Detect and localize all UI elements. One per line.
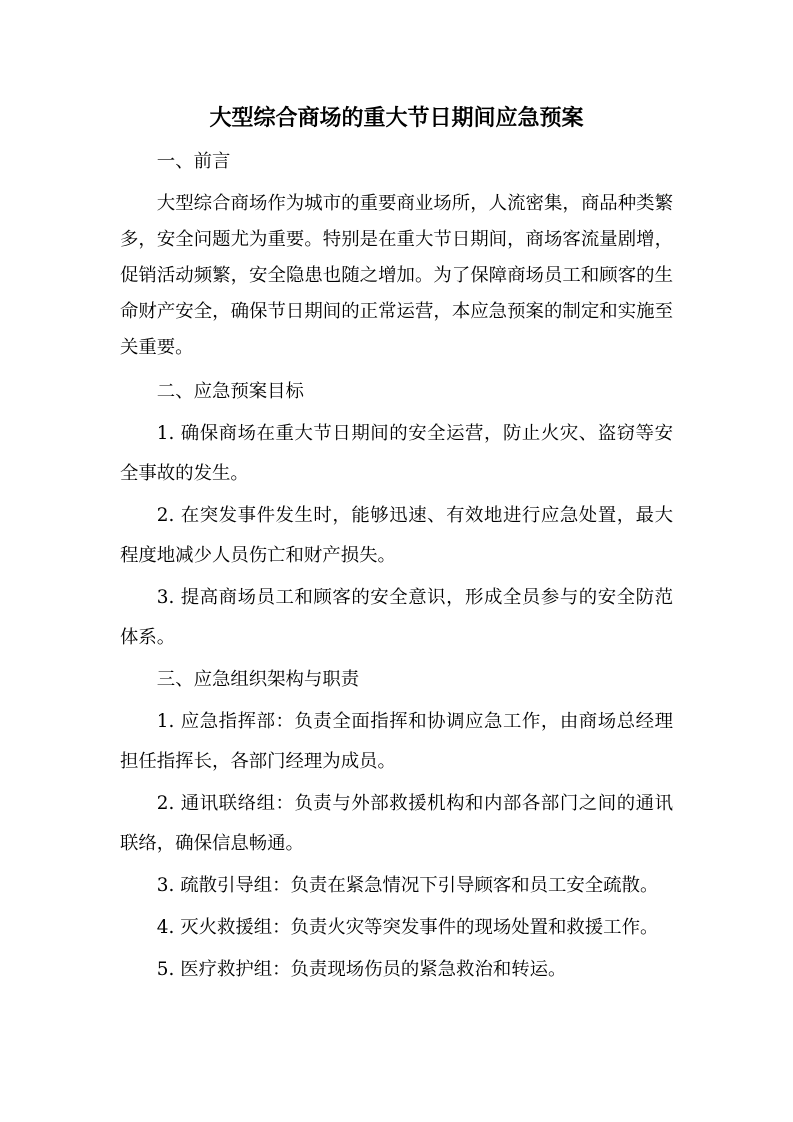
list-item: 4. 灭火救援组：负责火灾等突发事件的现场处置和救援工作。: [156, 917, 659, 938]
document-body: [120, 142, 673, 992]
list-item: 3. 提高商场员工和顾客的安全意识，形成全员参与的安全防范体系。: [120, 587, 673, 648]
list-item: 2. 在突发事件发生时，能够迅速、有效地进行应急处置，最大程度地减少人员伤亡和财产损失。: [120, 505, 673, 566]
list-item: 1. 确保商场在重大节日期间的安全运营，防止火灾、盗窃等安全事故的发生。: [120, 423, 673, 484]
list-item: 2. 通讯联络组：负责与外部救援机构和内部各部门之间的通讯联络，确保信息畅通。: [120, 793, 673, 854]
section-heading-goals: 二、应急预案目标: [156, 381, 304, 402]
list-item: 5. 医疗救护组：负责现场伤员的紧急救治和转运。: [156, 959, 567, 980]
section-heading-organization: 三、应急组织架构与职责: [156, 669, 360, 690]
paragraph-preface: 大型综合商场作为城市的重要商业场所，人流密集，商品种类繁多，安全问题尤为重要。特别是在重大节日期间，商场客流量剧增，促销活动频繁，安全隐患也随之增加。为了保障商场员工和顾客的生命财产安全，确保节日期间的正常运营，本应急预案的制定和实施至关重要。: [120, 193, 673, 358]
document-title: 大型综合商场的重大节日期间应急预案: [209, 105, 584, 131]
list-item: 3. 疏散引导组：负责在紧急情况下引导顾客和员工安全疏散。: [156, 875, 659, 896]
list-item: 1. 应急指挥部：负责全面指挥和协调应急工作，由商场总经理担任指挥长，各部门经理为成员。: [120, 711, 673, 772]
section-heading-preface: 一、前言: [156, 151, 231, 172]
